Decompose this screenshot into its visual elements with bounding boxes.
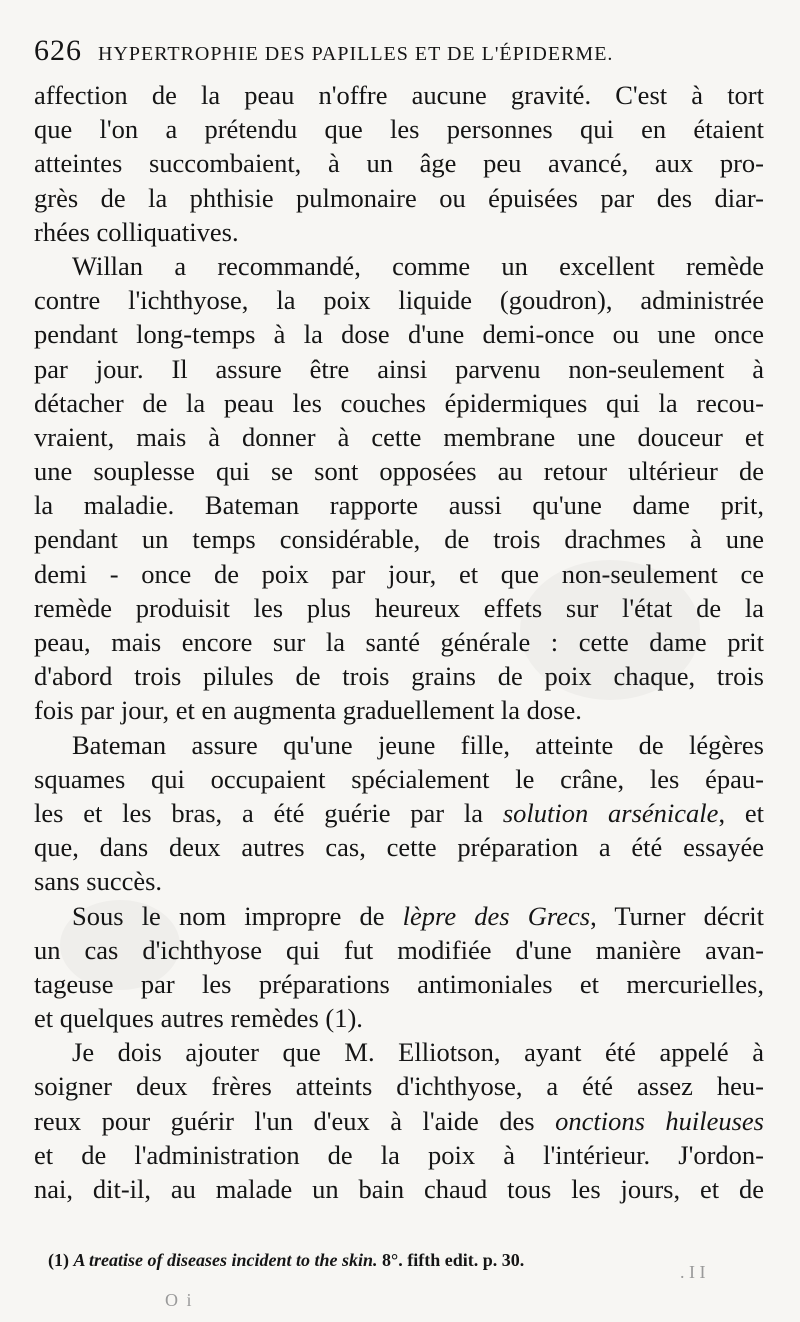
text-line: pendant un temps considérable, de trois drachmes à une (34, 524, 764, 555)
text-line: que l'on a prétendu que les personnes qui en étaient (34, 114, 764, 145)
text-line: la maladie. Bateman rapporte aussi qu'une dame prit, (34, 490, 764, 521)
text-line: remède produisit les plus heureux effets sur l'état de la (34, 592, 764, 623)
text-line: et quelques autres remèdes (1). (34, 1003, 363, 1034)
page-number: 626 (34, 34, 82, 67)
text-line: Sous le nom impropre de lèpre des Grecs, Turner décrit (72, 900, 764, 931)
text-line: sans succès. (34, 866, 163, 897)
text-line: par jour. Il assure être ainsi parvenu non-seulement à (34, 353, 764, 384)
text-line: Bateman assure qu'une jeune fille, atteinte de légères (72, 729, 764, 760)
running-head: HYPERTROPHIE DES PAPILLES ET DE L'ÉPIDERME. (98, 43, 614, 65)
text-line: fois par jour, et en augmenta graduellement la dose. (34, 695, 582, 726)
text-line: vraient, mais à donner à cette membrane une douceur et (34, 421, 764, 452)
footnote-edition: 8°. fifth edit. p. 30. (382, 1250, 525, 1270)
text-line: Willan a recommandé, comme un excellent remède (72, 250, 764, 281)
text-line: peau, mais encore sur la santé générale : cette dame prit (34, 627, 764, 657)
text-line: détacher de la peau les couches épidermiques qui la recou- (34, 387, 764, 418)
text-line: Je dois ajouter que M. Elliotson, ayant été appelé à (72, 1037, 764, 1068)
text-line: les et les bras, a été guérie par la solution arsénicale, et (34, 797, 764, 828)
text-line: une souplesse qui se sont opposées au retour ultérieur de (34, 456, 764, 487)
signature-mark-right: . I I (680, 1262, 706, 1282)
signature-mark-left: O i (165, 1290, 194, 1310)
text-line: contre l'ichthyose, la poix liquide (goudron), administrée (34, 285, 764, 316)
text-line: squames qui occupaient spécialement le crâne, les épau- (34, 763, 764, 794)
text-line: que, dans deux autres cas, cette préparation a été essayée (34, 832, 764, 863)
text-line: d'abord trois pilules de trois grains de poix chaque, trois (34, 661, 764, 692)
footnote-marker: (1) (48, 1250, 69, 1270)
italic-phrase: onctions huileuses (555, 1105, 764, 1136)
italic-phrase: solution arsénicale (502, 797, 719, 828)
text-line: nai, dit-il, au malade un bain chaud tous les jours, et de (34, 1174, 764, 1204)
text-line: affection de la peau n'offre aucune gravité. C'est à tort (34, 80, 764, 110)
footnote (48, 1250, 748, 1271)
italic-phrase: lèpre des Grecs (402, 900, 591, 931)
text-line: soigner deux frères atteints d'ichthyose, a été assez heu- (34, 1071, 764, 1102)
text-line: tageuse par les préparations antimoniales et mercurielles, (34, 968, 764, 999)
footnote-title: A treatise of diseases incident to the skin. (73, 1250, 378, 1270)
text-line: pendant long-temps à la dose d'une demi-once ou une once (34, 319, 764, 350)
body-text (34, 78, 764, 1206)
text-line: demi - once de poix par jour, et que non-seulement ce (34, 558, 764, 589)
text-line: un cas d'ichthyose qui fut modifiée d'une manière avan- (34, 934, 764, 965)
text-line: atteintes succombaient, à un âge peu avancé, aux pro- (34, 148, 764, 179)
page-header (34, 34, 764, 74)
text-line: grès de la phthisie pulmonaire ou épuisées par des diar- (34, 182, 764, 213)
text-line: rhées colliquatives. (34, 216, 239, 247)
text-line: et de l'administration de la poix à l'intérieur. J'ordon- (34, 1139, 764, 1170)
text-line: reux pour guérir l'un d'eux à l'aide des onctions huileuses (34, 1105, 764, 1136)
